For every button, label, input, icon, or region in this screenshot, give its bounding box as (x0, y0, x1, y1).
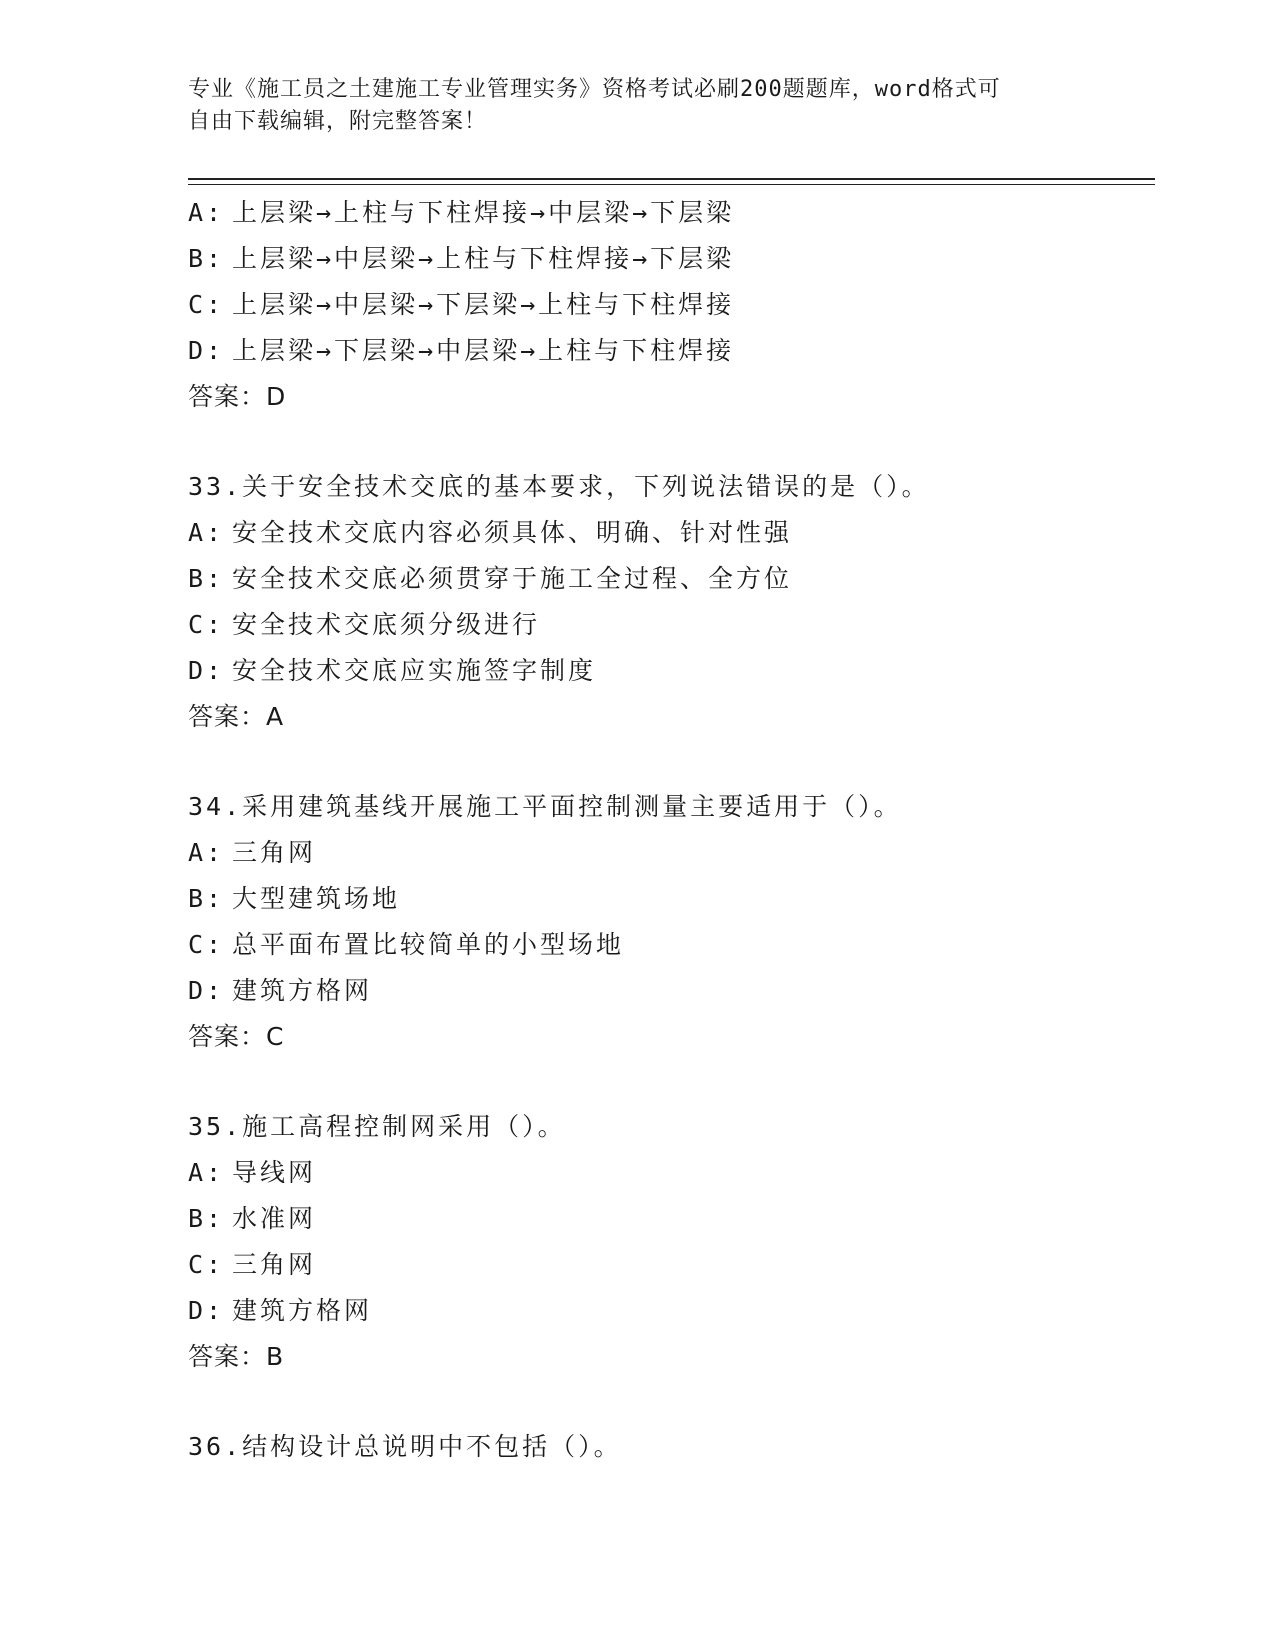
option-letter: C: (188, 610, 225, 639)
option-c (188, 1242, 1148, 1288)
header-divider-thick (188, 178, 1155, 180)
option-text: 三角网 (232, 838, 317, 867)
answer-line: 答案：C (188, 1022, 285, 1051)
header-divider-thin (188, 184, 1155, 185)
answer-line: 答案：D (188, 382, 287, 411)
answer-line: 答案：B (188, 1342, 285, 1371)
option-letter: B: (188, 564, 225, 593)
option-d (188, 1288, 1148, 1334)
option-text: 上层梁→下层梁→中层梁→上柱与下柱焊接 (232, 336, 735, 365)
option-letter: A: (188, 198, 225, 227)
option-text: 上层梁→中层梁→下层梁→上柱与下柱焊接 (232, 290, 735, 319)
option-text: 上层梁→中层梁→上柱与下柱焊接→下层梁 (232, 244, 735, 273)
option-letter: A: (188, 838, 225, 867)
option-letter: C: (188, 1250, 225, 1279)
option-letter: B: (188, 884, 225, 913)
question-spacer (188, 740, 1148, 784)
option-b (188, 236, 1148, 282)
question-spacer (188, 420, 1148, 464)
document-header (188, 74, 1068, 138)
option-b (188, 556, 1148, 602)
question-text: 36.结构设计总说明中不包括（）。 (188, 1432, 622, 1461)
option-letter: A: (188, 1158, 225, 1187)
option-letter: D: (188, 336, 225, 365)
option-letter: D: (188, 1296, 225, 1325)
option-b (188, 876, 1148, 922)
option-text: 导线网 (232, 1158, 317, 1187)
option-letter: D: (188, 976, 225, 1005)
option-text: 水准网 (232, 1204, 317, 1233)
option-text: 安全技术交底内容必须具体、明确、针对性强 (232, 518, 793, 547)
option-letter: A: (188, 518, 225, 547)
question-32 (188, 190, 1148, 420)
option-d (188, 648, 1148, 694)
answer-line: 答案：A (188, 702, 285, 731)
question-text: 35.施工高程控制网采用（）。 (188, 1112, 566, 1141)
option-d (188, 328, 1148, 374)
question-33 (188, 464, 1148, 740)
header-title-line-2: 自由下载编辑，附完整答案！ (188, 109, 488, 134)
question-34 (188, 784, 1148, 1060)
option-c (188, 922, 1148, 968)
option-letter: B: (188, 1204, 225, 1233)
option-text: 三角网 (232, 1250, 317, 1279)
option-text: 大型建筑场地 (232, 884, 401, 913)
question-35 (188, 1104, 1148, 1380)
option-text: 安全技术交底必须贯穿于施工全过程、全方位 (232, 564, 793, 593)
option-b (188, 1196, 1148, 1242)
option-c (188, 282, 1148, 328)
option-c (188, 602, 1148, 648)
option-text: 上层梁→上柱与下柱焊接→中层梁→下层梁 (232, 198, 735, 227)
option-letter: C: (188, 930, 225, 959)
header-title-line-1: 专业《施工员之土建施工专业管理实务》资格考试必刷200题题库，word格式可 (188, 77, 1001, 102)
option-a (188, 830, 1148, 876)
option-letter: C: (188, 290, 225, 319)
option-text: 建筑方格网 (232, 976, 373, 1005)
option-text: 安全技术交底应实施签字制度 (232, 656, 597, 685)
option-text: 建筑方格网 (232, 1296, 373, 1325)
option-text: 安全技术交底须分级进行 (232, 610, 541, 639)
option-a (188, 510, 1148, 556)
question-spacer (188, 1060, 1148, 1104)
option-a (188, 1150, 1148, 1196)
option-text: 总平面布置比较简单的小型场地 (232, 930, 625, 959)
question-list (188, 190, 1148, 1470)
question-text: 33.关于安全技术交底的基本要求，下列说法错误的是（）。 (188, 472, 930, 501)
option-d (188, 968, 1148, 1014)
option-letter: B: (188, 244, 225, 273)
option-a (188, 190, 1148, 236)
question-36 (188, 1424, 1148, 1470)
option-letter: D: (188, 656, 225, 685)
question-text: 34.采用建筑基线开展施工平面控制测量主要适用于（）。 (188, 792, 902, 821)
question-spacer (188, 1380, 1148, 1424)
